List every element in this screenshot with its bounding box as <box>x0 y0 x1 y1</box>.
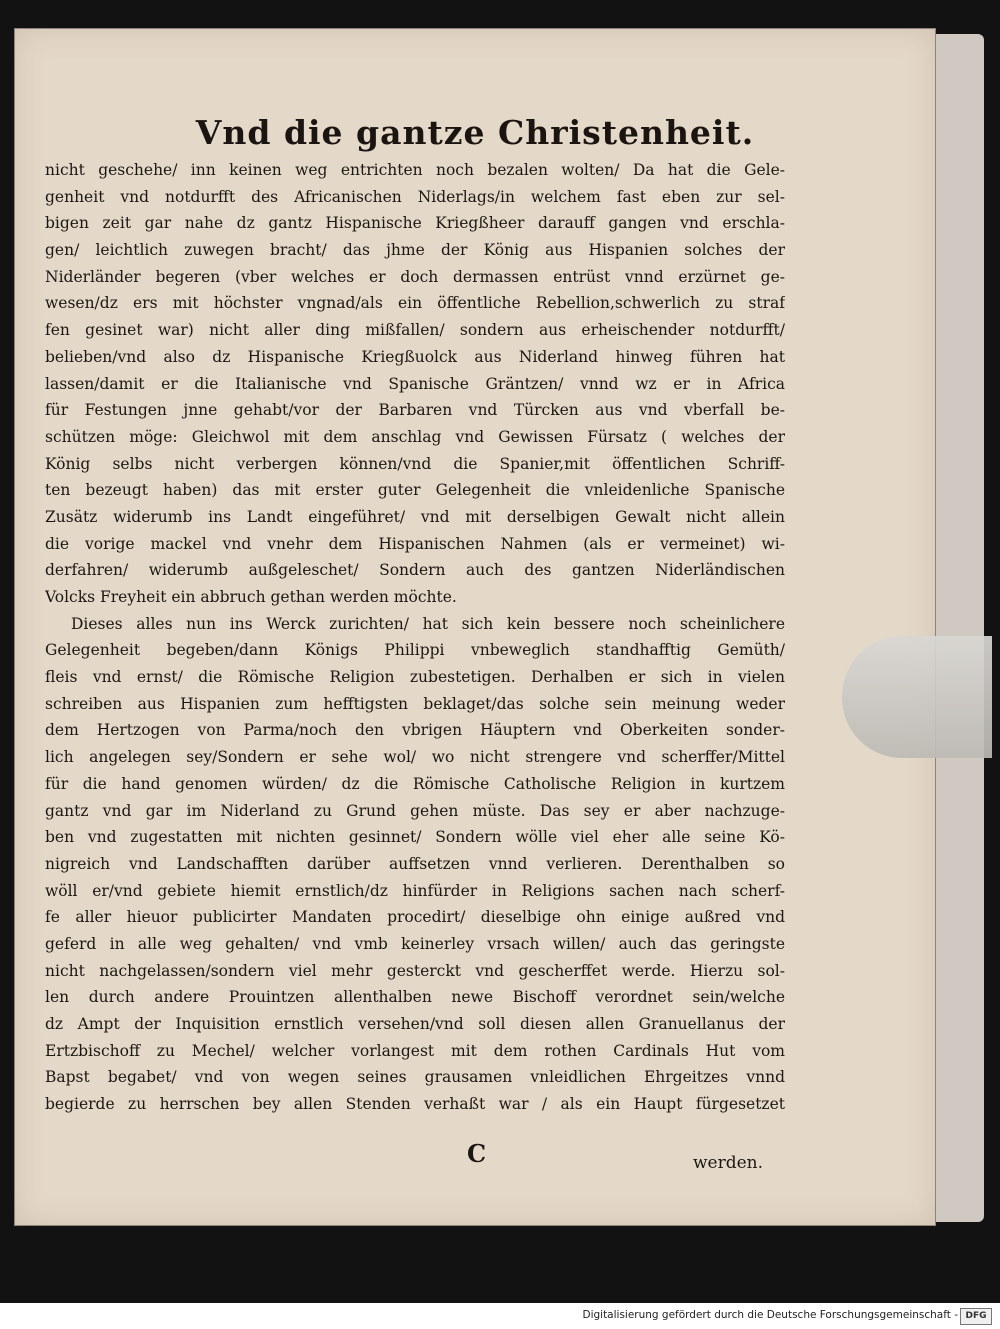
catchword: werden. <box>693 1153 764 1173</box>
text-line: Gelegenheit begeben/dann Königs Philippi vnbeweglich standhafftig Gemüth/ <box>45 641 785 660</box>
text-line: ten bezeugt haben) das mit erster guter Gelegenheit die vnleidenliche Spanische <box>45 481 785 500</box>
text-line: ben vnd zugestatten mit nichten gesinnet/ Sondern wölle viel eher alle seine Kö- <box>45 828 785 847</box>
book-page <box>14 28 936 1226</box>
text-line: belieben/vnd also dz Hispanische Kriegßuolck aus Niderland hinweg führen hat <box>45 347 785 366</box>
text-line: schützen möge: Gleichwol mit dem anschlag vnd Gewissen Fürsatz ( welches der <box>45 427 785 446</box>
text-line: für Festungen jnne gehabt/vor der Barbaren vnd Türcken aus vnd vberfall be- <box>45 401 785 420</box>
text-line: begierde zu herrschen bey allen Stenden verhaßt war / als ein Haupt fürgesetzet <box>45 1095 785 1114</box>
text-line: Niderländer begeren (vber welches er doch dermassen entrüst vnnd erzürnet ge- <box>45 267 785 286</box>
page-turn-handle[interactable] <box>842 636 992 758</box>
text-line-paragraph-start: Dieses alles nun ins Werck zurichten/ hat sich kein bessere noch scheinlichere <box>71 614 785 633</box>
dfg-logo-icon: DFG <box>960 1308 992 1325</box>
text-line: wöll er/vnd gebiete hiemit ernstlich/dz hinfürder in Religions sachen nach scherf- <box>45 881 785 900</box>
running-header: Vnd die gantze Christenheit. <box>195 113 755 152</box>
text-line: wesen/dz ers mit höchster vngnad/als ein öffentliche Rebellion,schwerlich zu straf <box>45 294 785 313</box>
text-line: len durch andere Prouintzen allenthalben newe Bischoff verordnet sein/welche <box>45 988 785 1007</box>
text-line: geferd in alle weg gehalten/ vnd vmb keinerley vrsach willen/ auch das geringste <box>45 934 785 953</box>
text-line: schreiben aus Hispanien zum hefftigsten beklaget/das solche sein meinung weder <box>45 694 785 713</box>
text-line: nicht geschehe/ inn keinen weg entrichten noch bezalen wolten/ Da hat die Gele- <box>45 161 785 179</box>
text-line: lich angelegen sey/Sondern er sehe wol/ wo nicht strengere vnd scherffer/Mittel <box>45 748 785 767</box>
footer-bar <box>0 1303 1000 1329</box>
text-line: fleis vnd ernst/ die Römische Religion zubestetigen. Derhalben er sich in vielen <box>45 668 785 687</box>
text-line: gantz vnd gar im Niderland zu Grund gehen müste. Das sey er aber nachzuge- <box>45 801 785 820</box>
text-line: gen/ leichtlich zuwegen bracht/ das jhme der König aus Hispanien solches der <box>45 241 785 260</box>
text-line: für die hand genomen würden/ dz die Römische Catholische Religion in kurtzem <box>45 774 785 793</box>
text-line: fe aller hieuor publicirter Mandaten procedirt/ dieselbige ohn einige außred vnd <box>45 908 785 927</box>
text-line: dem Hertzogen von Parma/noch den vbrigen Häuptern vnd Oberkeiten sonder- <box>45 721 785 740</box>
signature-mark: C <box>467 1139 487 1168</box>
text-line: König selbs nicht verbergen können/vnd die Spanier,mit öffentlichen Schriff- <box>45 454 785 473</box>
text-line: nicht nachgelassen/sondern viel mehr gesterckt vnd gescherffet werde. Hierzu sol- <box>45 961 785 980</box>
text-line: dz Ampt der Inquisition ernstlich versehen/vnd soll diesen allen Granuellanus der <box>45 1015 785 1033</box>
text-line: bigen zeit gar nahe dz gantz Hispanische Kriegßheer darauff gangen vnd erschla- <box>45 214 785 233</box>
text-line: die vorige mackel vnd vnehr dem Hispanischen Nahmen (als er vermeinet) wi- <box>45 534 785 553</box>
text-line: Ertzbischoff zu Mechel/ welcher vorlangest mit dem rothen Cardinals Hut vom <box>45 1041 785 1060</box>
text-line: nigreich vnd Landschafften darüber auffsetzen vnnd verlieren. Derenthalben so <box>45 854 785 873</box>
text-line: fen gesinet war) nicht aller ding mißfallen/ sondern aus erheischender notdurfft/ <box>45 321 785 340</box>
text-line: derfahren/ widerumb außgeleschet/ Sondern auch des gantzen Niderländischen <box>45 561 785 580</box>
text-line: Zusätz widerumb ins Landt eingeführet/ vnd mit derselbigen Gewalt nicht allein <box>45 507 785 526</box>
text-line: Bapst begabet/ vnd von wegen seines grausamen vnleidlichen Ehrgeitzes vnnd <box>45 1068 785 1087</box>
text-line: lassen/damit er die Italianische vnd Spanische Gräntzen/ vnnd wz er in Africa <box>45 374 785 393</box>
text-line: genheit vnd notdurfft des Africanischen Niderlags/in welchem fast eben zur sel- <box>45 187 785 206</box>
funding-credit: Digitalisierung gefördert durch die Deutsche Forschungsgemeinschaft - <box>582 1309 958 1321</box>
text-line-paragraph-end: Volcks Freyheit ein abbruch gethan werden möchte. <box>45 588 457 606</box>
body-text <box>45 157 785 1118</box>
